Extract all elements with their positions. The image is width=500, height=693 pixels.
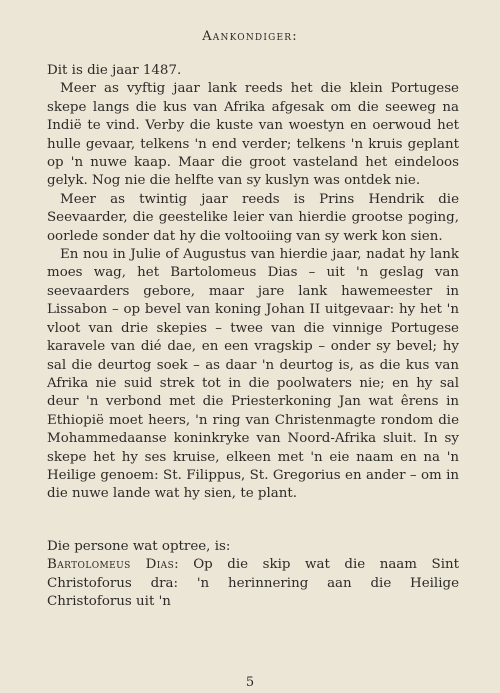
character-name: Bartolomeus Dias: [47, 557, 175, 573]
character-description: : Op die skip wat die naam Sint Christoforus dra: 'n herinnering aan die Heilige Christoforus uit 'n: [47, 557, 459, 609]
paragraph-1: Meer as vyftig jaar lank reeds het die klein Portugese skepe langs die kus van Afrika afgesak om die seeweg na Indië te vind. Verby die kuste van woestyn en oerwoud het hulle gevaar, telkens 'n end verder; telkens 'n kruis geplant op 'n nuwe kaap. Maar die groot vasteland het eindeloos gelyk. Nog nie die helfte van sy kuslyn was ontdek nie.: [47, 81, 459, 189]
section-spacer: [47, 504, 459, 538]
paragraph-2: Meer as twintig jaar reeds is Prins Hendrik die Seevaarder, die geestelike leier van hierdie grootse poging, oorlede sonder dat hy die voltooiing van sy werk kon sien.: [47, 191, 459, 244]
page-number: 5: [245, 675, 255, 690]
page-heading: Aankondiger:: [202, 29, 298, 44]
body-text: [47, 62, 459, 611]
intro-line: Dit is die jaar 1487.: [47, 63, 182, 78]
cast-entry: [47, 556, 459, 611]
cast-title: Die persone wat optree, is:: [47, 538, 231, 554]
paragraph-3: En nou in Julie of Augustus van hierdie jaar, nadat hy lank moes wag, het Bartolomeus Dias – uit 'n geslag van seevaarders gebore, maar jare lank hawemeester in Lissabon – op bevel van koning Johan II uitgevaar: hy het 'n vloot van drie skepies – twee van die vinnige Portugese karavele van dié dae, en een vragskip – onder sy bevel; hy sal die deurtog soek – as daar 'n deurtog is, as die kus van Afrika nie suid strek tot in die poolwaters nie; en hy sal deur 'n verbond met die Priesterkoning Jan wat êrens in Ethiopië moet heers, 'n ring van Christenmagte rondom die Mohammedaanse koninkryke van Noord-Afrika sluit. In sy skepe het hy ses kruise, elkeen met 'n eie naam en na 'n Heilige genoem: St. Filippus, St. Gregorius en ander – om in die nuwe lande wat hy sien, te plant.: [47, 247, 459, 502]
